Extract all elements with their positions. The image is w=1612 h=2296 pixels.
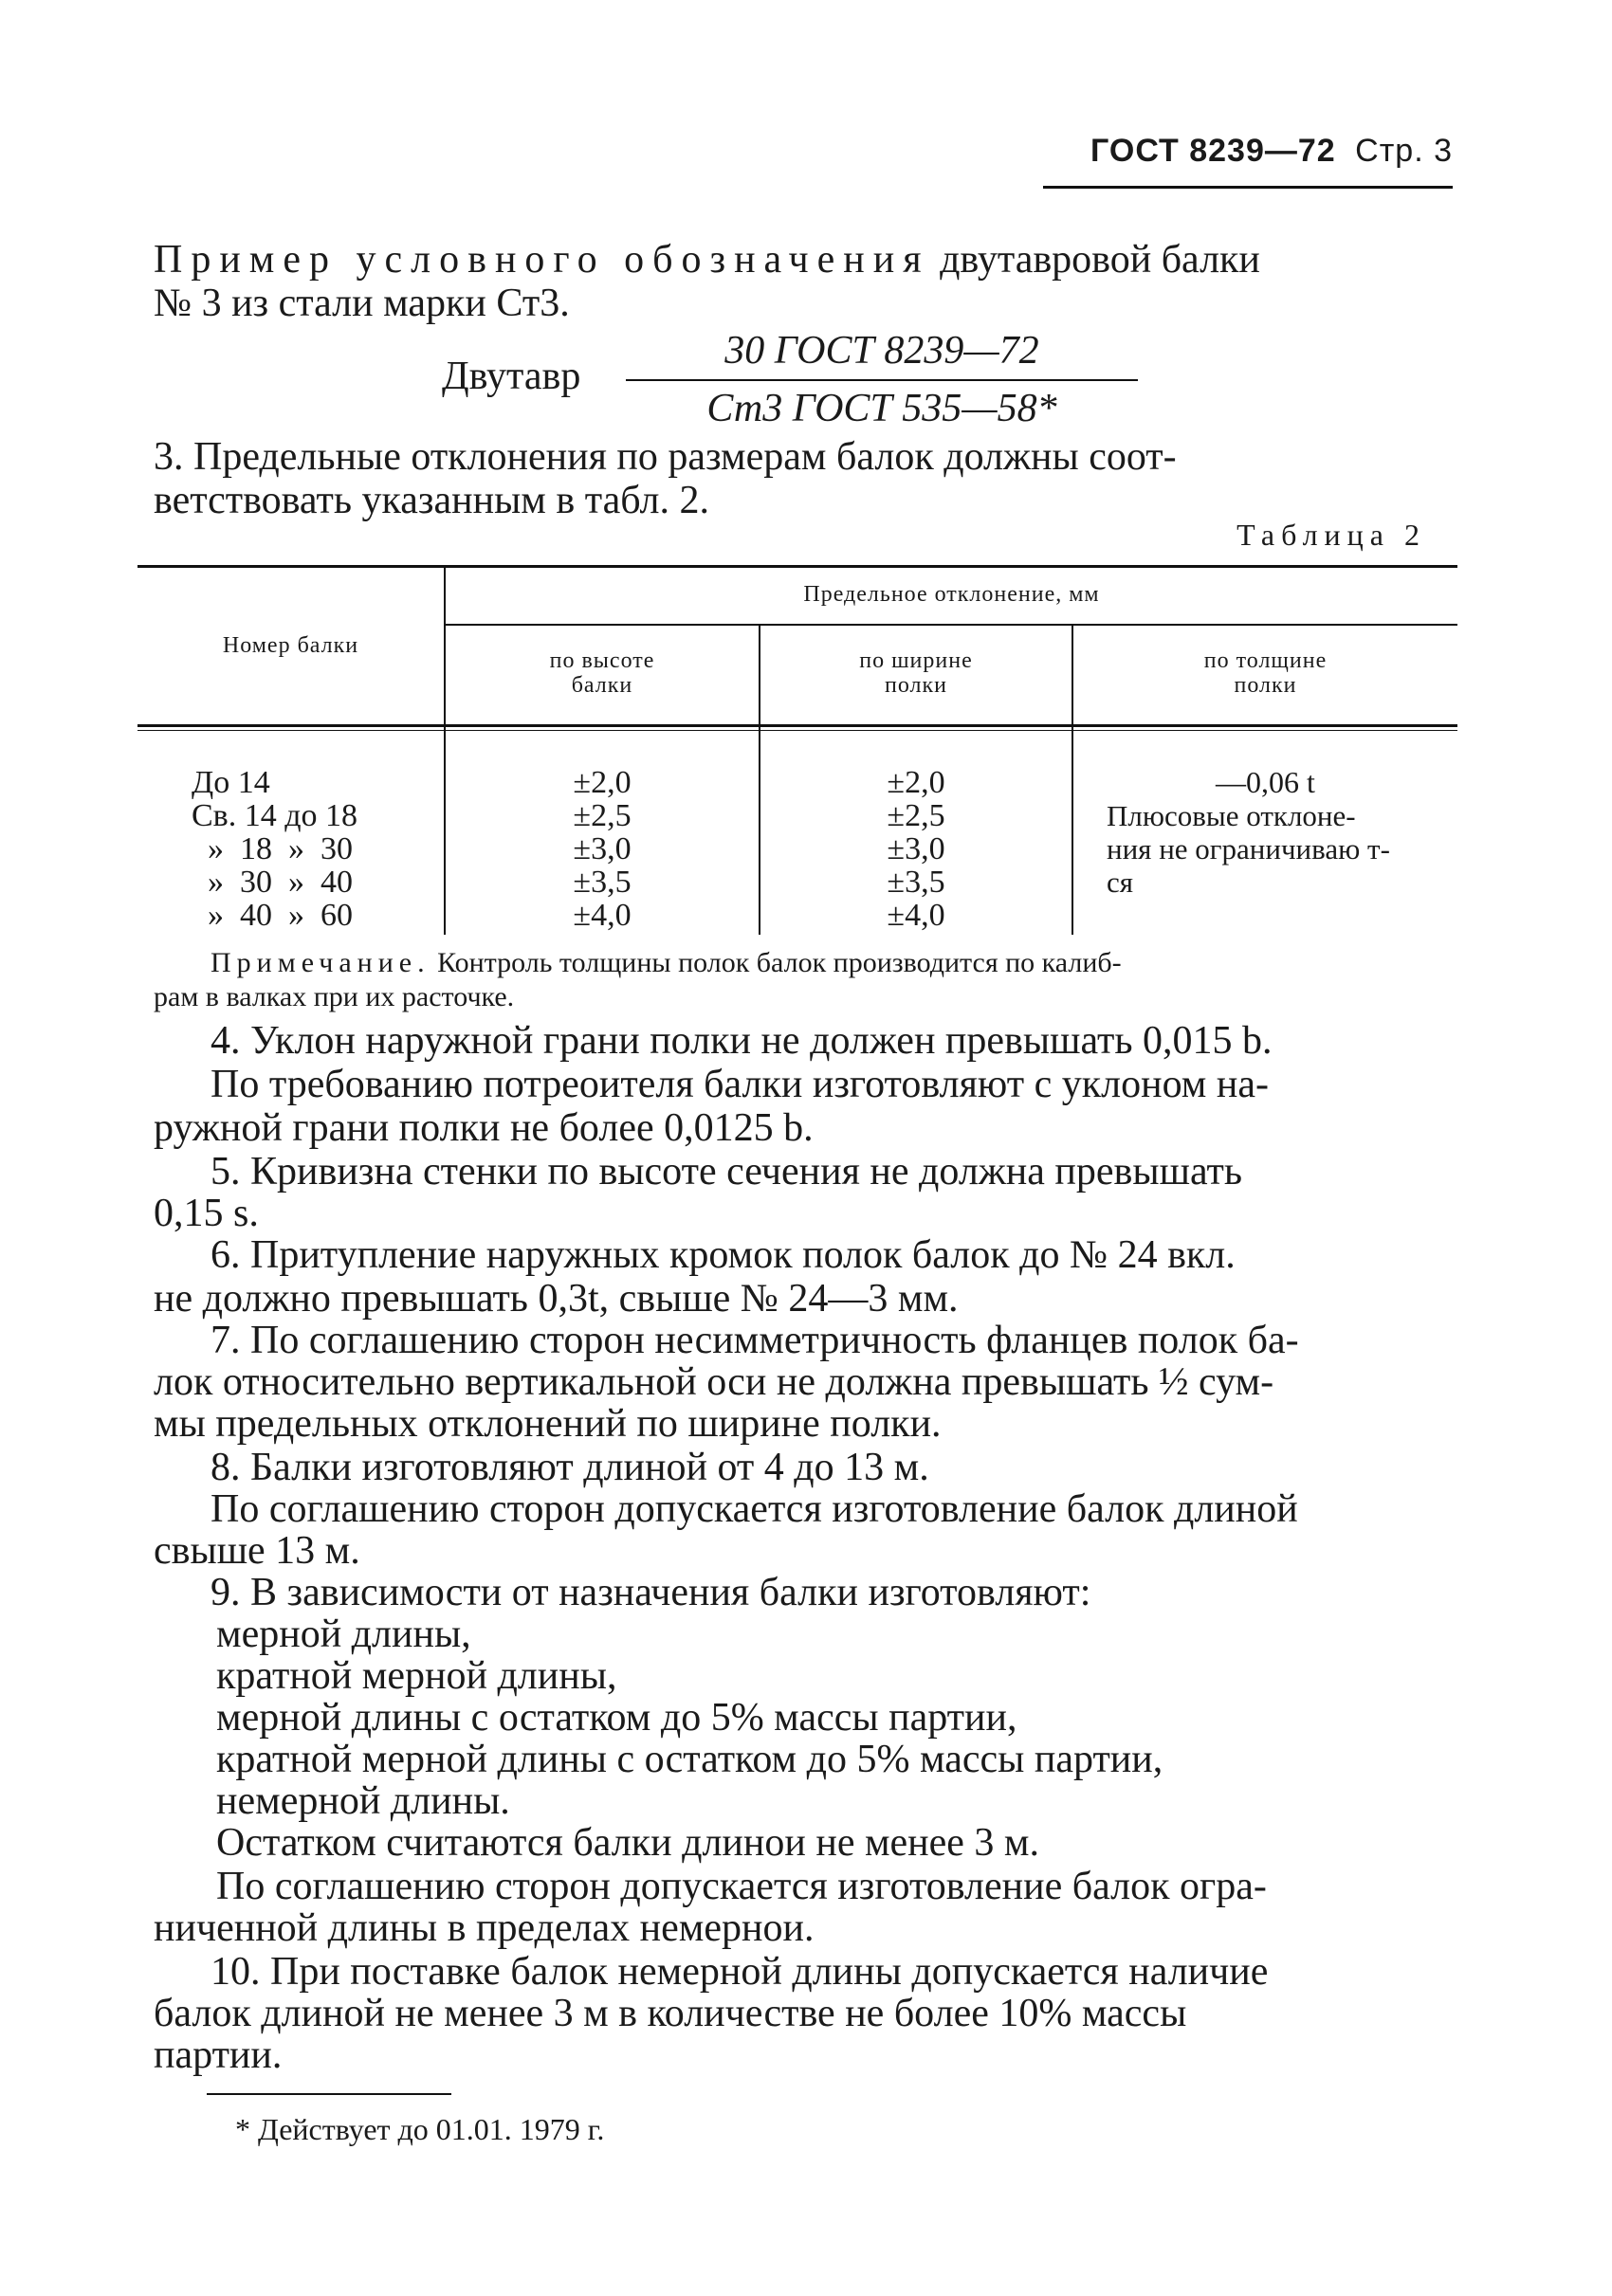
table-top-rule bbox=[137, 565, 1457, 568]
clause-9-item-1: мерной длины, bbox=[216, 1613, 471, 1656]
clause-3-line-2: ветствовать указанным в табл. 2. bbox=[154, 479, 709, 522]
header-width-line-1: по ширине bbox=[859, 648, 973, 673]
clause-8-line-1: 8. Балки изготовляют длиной от 4 до 13 м. bbox=[211, 1446, 929, 1489]
header-height-line-2: балки bbox=[571, 673, 633, 698]
clause-9-item-2: кратной мерной длины, bbox=[216, 1654, 617, 1698]
height-value-2: ±2,5 bbox=[573, 798, 632, 833]
width-value-2: ±2,5 bbox=[887, 798, 945, 833]
page-header bbox=[1090, 133, 1453, 170]
note-line-1-rest: Контроль толщины полок балок производится по калиб- bbox=[430, 947, 1122, 978]
deviation-table bbox=[137, 565, 1457, 935]
clause-3-line-1: 3. Предельные отклонения по размерам балок должны соот- bbox=[154, 435, 1177, 479]
intro-spaced-heading: Пример условного обозначения bbox=[154, 238, 930, 282]
clause-5-line-2: 0,15 s. bbox=[154, 1192, 259, 1235]
table-group-rule bbox=[446, 624, 1457, 626]
height-value-5: ±4,0 bbox=[573, 898, 632, 933]
beam-row-1: До 14 bbox=[192, 765, 270, 800]
table-note-line-1 bbox=[211, 946, 1472, 980]
height-value-1: ±2,0 bbox=[573, 765, 632, 800]
footnote-rule bbox=[207, 2093, 451, 2095]
clause-9-item-3: мерной длины с остатком до 5% массы партии, bbox=[216, 1696, 1017, 1740]
thick-value-1: —0,06 t bbox=[1216, 765, 1315, 799]
clause-10-line-3: партии. bbox=[154, 2033, 283, 2077]
beam-row-2: Св. 14 до 18 bbox=[192, 798, 358, 833]
header-rule bbox=[1043, 186, 1453, 189]
clause-8-line-3: свыше 13 м. bbox=[154, 1529, 360, 1573]
table-caption: Таблица 2 bbox=[1236, 518, 1426, 552]
clause-9-remainder: Остатком считаются балки длинои не менее 3 м. bbox=[216, 1821, 1040, 1865]
clause-10-line-1: 10. При поставке балок немерной длины допускается наличие bbox=[211, 1950, 1269, 1994]
thick-value-4: ся bbox=[1107, 866, 1134, 899]
header-deviation-group: Предельное отклонение, мм bbox=[803, 582, 1100, 607]
header-width-line-2: полки bbox=[884, 673, 947, 698]
note-label: Примечание. bbox=[211, 947, 430, 978]
clause-4-line-1: 4. Уклон наружной грани полки не должен превышать 0,015 b. bbox=[211, 1019, 1273, 1063]
intro-line-2: № 3 из стали марки Ст3. bbox=[154, 282, 570, 325]
clause-7-line-1: 7. По соглашению сторон несимметричность фланцев полок ба- bbox=[211, 1319, 1299, 1362]
width-value-1: ±2,0 bbox=[887, 765, 945, 800]
header-thick-col bbox=[1073, 648, 1457, 698]
formula-numerator: 30 ГОСТ 8239—72 bbox=[724, 329, 1039, 373]
clause-8-line-2: По соглашению сторон допускается изготовление балок длиной bbox=[211, 1487, 1298, 1531]
footnote: * Действует до 01.01. 1979 г. bbox=[235, 2112, 605, 2146]
clause-7-line-3: мы предельных отклонений по ширине полки. bbox=[154, 1402, 942, 1446]
width-value-3: ±3,0 bbox=[887, 831, 945, 866]
clause-9-agreement-line-1: По соглашению сторон допускается изготовление балок огра- bbox=[216, 1865, 1267, 1908]
table-note-line-2: рам в валках при их расточке. bbox=[154, 981, 515, 1012]
clause-6-line-2: не должно превышать 0,3t, свыше № 24—3 мм. bbox=[154, 1277, 959, 1321]
width-value-4: ±3,5 bbox=[887, 865, 945, 900]
intro-line-1 bbox=[154, 239, 1462, 281]
standard-number: ГОСТ 8239—72 bbox=[1090, 133, 1336, 169]
header-height-col bbox=[446, 648, 759, 698]
thick-value-2: Плюсовые отклоне- bbox=[1107, 799, 1356, 832]
formula-fraction-bar bbox=[626, 379, 1138, 381]
clause-9-item-4: кратной мерной длины с остатком до 5% массы партии, bbox=[216, 1738, 1163, 1781]
clause-4-line-3: ружной грани полки не более 0,0125 b. bbox=[154, 1106, 814, 1150]
beam-row-3: » 18 » 30 bbox=[192, 831, 353, 866]
clause-9-item-5: немерной длины. bbox=[216, 1779, 510, 1823]
page-number: Стр. 3 bbox=[1355, 133, 1453, 169]
height-value-3: ±3,0 bbox=[573, 831, 632, 866]
table-header-rule-double bbox=[137, 730, 1457, 731]
height-value-4: ±3,5 bbox=[573, 865, 632, 900]
header-width-col bbox=[760, 648, 1072, 698]
header-thick-line-2: полки bbox=[1234, 673, 1297, 698]
intro-line-1-rest: двутавровой балки bbox=[929, 238, 1260, 282]
beam-row-4: » 30 » 40 bbox=[192, 865, 353, 900]
width-value-5: ±4,0 bbox=[887, 898, 945, 933]
beam-row-5: » 40 » 60 bbox=[192, 898, 353, 933]
formula-label: Двутавр bbox=[442, 355, 581, 398]
thick-value-3: ния не ограничиваю т- bbox=[1107, 832, 1390, 866]
clause-6-line-1: 6. Притупление наружных кромок полок балок до № 24 вкл. bbox=[211, 1233, 1236, 1277]
table-header-rule bbox=[137, 724, 1457, 727]
clause-7-line-2: лок относительно вертикальной оси не должна превышать ½ сум- bbox=[154, 1360, 1274, 1404]
header-thick-line-1: по толщине bbox=[1203, 648, 1328, 673]
formula-denominator: Ст3 ГОСТ 535—58* bbox=[706, 387, 1057, 430]
header-height-line-1: по высоте bbox=[549, 648, 655, 673]
clause-10-line-2: балок длиной не менее 3 м в количестве не более 10% массы bbox=[154, 1992, 1187, 2035]
clause-4-line-2: По требованию потреоителя балки изготовляют с уклоном на- bbox=[211, 1063, 1269, 1106]
clause-9-agreement-line-2: ниченной длины в пределах немернои. bbox=[154, 1906, 815, 1950]
header-beam-number: Номер балки bbox=[222, 633, 359, 658]
clause-5-line-1: 5. Кривизна стенки по высоте сечения не должна превышать bbox=[211, 1150, 1243, 1194]
clause-9-line-1: 9. В зависимости от назначения балки изготовляют: bbox=[211, 1571, 1091, 1614]
